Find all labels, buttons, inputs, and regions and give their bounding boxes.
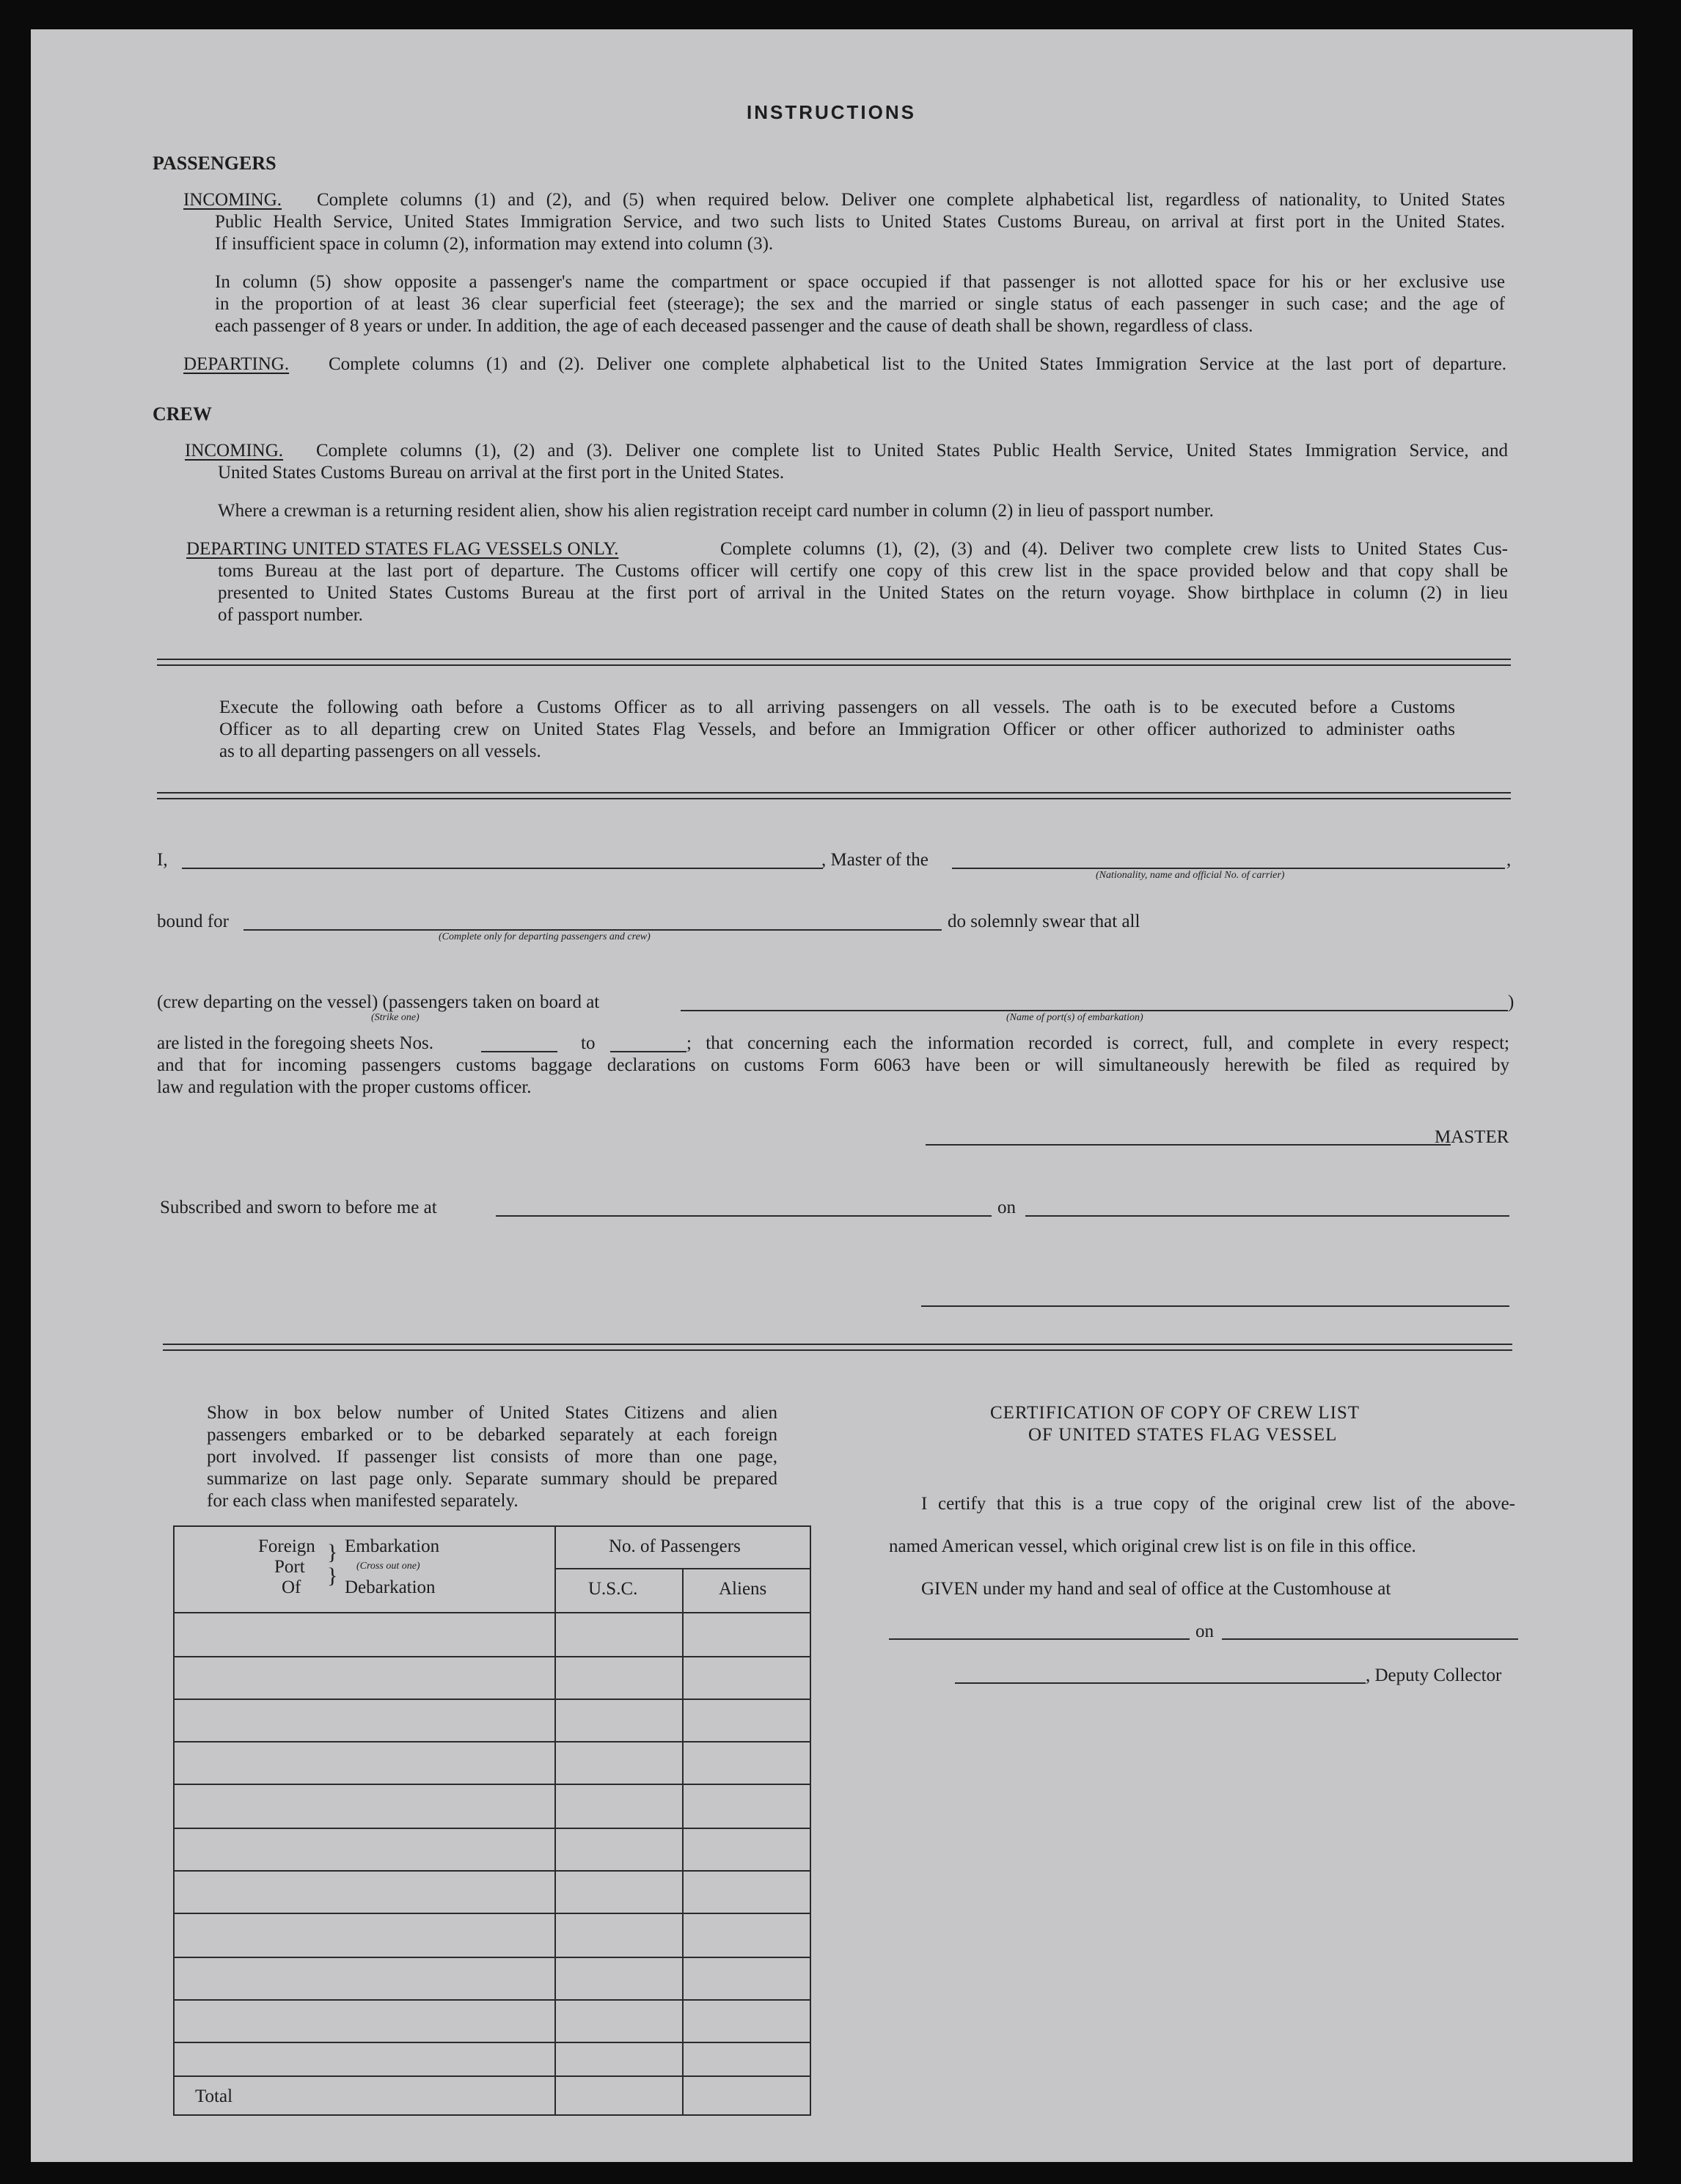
table-row-line [173, 1656, 811, 1657]
crew-departing-line4: of passport number. [218, 605, 363, 625]
certification-date-field[interactable] [1222, 1638, 1518, 1640]
table-of: Of [282, 1577, 301, 1597]
passengers-col5-line2: in the proportion of at least 36 clear superficial feet (steerage); the sex and the married or single status of each passenger in such case; and the age of [215, 294, 1505, 314]
strike-caption: (Strike one) [371, 1012, 420, 1023]
brace-icon: } [327, 1540, 338, 1564]
passengers-incoming-line1: Complete columns (1) and (2), and (5) when required below. Deliver one complete alphabetical list, regardless of nationality, to United States [317, 190, 1505, 210]
table-header-divider [554, 1568, 811, 1569]
crew-incoming-line1: Complete columns (1), (2) and (3). Deliver one complete list to United States Public Health Service, United States Immigration Service, and [316, 441, 1508, 461]
summary-line5: for each class when manifested separately. [207, 1491, 519, 1511]
certification-title-1: CERTIFICATION OF COPY OF CREW LIST [990, 1403, 1360, 1423]
table-border-bottom [173, 2114, 811, 2116]
master-signature-field[interactable] [926, 1144, 1451, 1146]
summary-line3: port involved. If passenger list consists of more than one page, [207, 1447, 777, 1467]
table-row-line [173, 1957, 811, 1958]
table-row-line [173, 1913, 811, 1914]
divider-double [163, 1344, 1512, 1351]
table-no-passengers: No. of Passengers [609, 1536, 741, 1556]
crew-heading: CREW [153, 403, 212, 425]
table-debarkation: Debarkation [345, 1577, 436, 1597]
passengers-incoming-line2: Public Health Service, United States Immigration Service, and two such lists to United States Customs Bureau, on arrival at first port in the United States. [215, 212, 1505, 232]
table-border-right [810, 1525, 811, 2115]
bound-caption: (Complete only for departing passengers and crew) [439, 931, 651, 942]
summary-line1: Show in box below number of United States Citizens and alien [207, 1403, 777, 1423]
table-row-line [173, 1999, 811, 2001]
table-row-line [173, 1828, 811, 1829]
table-total: Total [195, 2086, 233, 2106]
crew-incoming-label: INCOMING. [185, 441, 284, 461]
subscribed-label: Subscribed and sworn to before me at [160, 1198, 437, 1217]
brace-icon: } [327, 1564, 338, 1588]
deputy-label: , Deputy Collector [1366, 1666, 1502, 1685]
passengers-col5-line1: In column (5) show opposite a passenger's name the compartment or space occupied if that passenger is not allotted space for his or her exclusive use [215, 272, 1505, 292]
master-of-label: , Master of the [821, 850, 929, 870]
oath-i-label: I, [157, 850, 168, 870]
table-col-divider [682, 1568, 684, 2115]
divider-double [157, 659, 1511, 666]
deputy-signature-field[interactable] [955, 1682, 1366, 1684]
crew-departing-line1: Complete columns (1), (2), (3) and (4). Deliver two complete crew lists to United States Cus- [720, 539, 1508, 559]
crew-departing-text: (crew departing on the vessel) (passengers taken on board at [157, 992, 600, 1012]
oath-comma: , [1506, 850, 1512, 870]
sworn-place-field[interactable] [496, 1215, 992, 1217]
summary-line4: summarize on last page only. Separate summary should be prepared [207, 1469, 777, 1489]
listed-text-b: ; that concerning each the information recorded is correct, full, and complete in every respect; [686, 1033, 1509, 1053]
divider-double [157, 792, 1511, 799]
table-row-line [173, 2042, 811, 2043]
table-row-line [173, 1741, 811, 1743]
crew-departing-line2: toms Bureau at the last port of departure. The Customs officer will certify one copy of this crew list in the space provided below and that copy shall be [218, 561, 1508, 581]
listed-text-a: are listed in the foregoing sheets Nos. [157, 1033, 433, 1053]
summary-line2: passengers embarked or to be debarked separately at each foreign [207, 1425, 777, 1445]
listed-line3: law and regulation with the proper customs officer. [157, 1077, 532, 1097]
customhouse-field[interactable] [889, 1638, 1190, 1640]
certification-title-2: OF UNITED STATES FLAG VESSEL [1028, 1425, 1338, 1445]
ports-field[interactable] [681, 1010, 1508, 1011]
table-embarkation: Embarkation [345, 1536, 440, 1556]
crew-resident-text: Where a crewman is a returning resident alien, show his alien registration receipt card number in column (2) in lieu of passport number. [218, 501, 1214, 521]
listed-line2: and that for incoming passengers customs baggage declarations on customs Form 6063 have been or will simultaneously herewith be filed as required by [157, 1055, 1509, 1075]
sworn-date-field[interactable] [1025, 1215, 1509, 1217]
passengers-heading: PASSENGERS [153, 153, 276, 174]
table-row-line [173, 1699, 811, 1700]
given-text: GIVEN under my hand and seal of office at the Customhouse at [921, 1579, 1391, 1599]
table-usc: U.S.C. [588, 1579, 638, 1599]
sheet-from-field[interactable] [481, 1051, 557, 1052]
oath-intro-line3: as to all departing passengers on all vessels. [219, 741, 541, 761]
table-row-line [173, 1612, 811, 1613]
table-row-line [173, 2075, 811, 2077]
crew-departing-line3: presented to United States Customs Bureau at the first port of arrival in the United States on the return voyage. Show birthplace in column (2) in lieu [218, 583, 1508, 603]
table-border-top [173, 1525, 811, 1527]
table-border-left [173, 1525, 175, 2115]
table-cross-out: (Cross out one) [356, 1561, 420, 1572]
master-name-field[interactable] [182, 868, 823, 869]
table-port: Port [274, 1557, 305, 1577]
crew-incoming-line2: United States Customs Bureau on arrival at the first port in the United States. [218, 463, 785, 483]
swear-label: do solemnly swear that all [948, 912, 1140, 931]
certify-line1: I certify that this is a true copy of the original crew list of the above- [921, 1494, 1515, 1514]
bound-for-label: bound for [157, 912, 229, 931]
passengers-incoming-line3: If insufficient space in column (2), information may extend into column (3). [215, 234, 774, 254]
carrier-caption: (Nationality, name and official No. of carrier) [1096, 870, 1285, 881]
bound-for-field[interactable] [243, 929, 942, 931]
master-label: MASTER [1435, 1127, 1509, 1147]
table-row-line [173, 1870, 811, 1872]
oath-intro-line1: Execute the following oath before a Customs Officer as to all arriving passengers on all vessels. The oath is to be executed before a Customs [219, 697, 1455, 717]
passengers-departing-text: Complete columns (1) and (2). Deliver one complete alphabetical list to the United States Immigration Service at the last port of departure. [329, 354, 1506, 374]
crew-departing-label: DEPARTING UNITED STATES FLAG VESSELS ONLY. [186, 539, 619, 559]
sheet-to-field[interactable] [610, 1051, 686, 1052]
passengers-departing-label: DEPARTING. [183, 354, 290, 374]
sworn-on-label: on [997, 1198, 1016, 1217]
table-col-divider [554, 1525, 556, 2115]
table-foreign: Foreign [258, 1536, 315, 1556]
certify-line2: named American vessel, which original crew list is on file in this office. [889, 1536, 1416, 1556]
certification-on-label: on [1195, 1621, 1214, 1641]
carrier-field[interactable] [952, 868, 1505, 869]
passengers-incoming-label: INCOMING. [183, 190, 282, 210]
oath-intro-line2: Officer as to all departing crew on United States Flag Vessels, and before an Immigration Officer or other officer authorized to administer oaths [219, 719, 1455, 739]
table-aliens: Aliens [719, 1579, 767, 1599]
page-title: INSTRUCTIONS [747, 101, 916, 123]
listed-to: to [581, 1033, 596, 1053]
table-row-line [173, 1784, 811, 1785]
ports-caption: (Name of port(s) of embarkation) [1006, 1012, 1143, 1023]
officer-signature-field[interactable] [921, 1305, 1509, 1307]
passengers-col5-line3: each passenger of 8 years or under. In addition, the age of each deceased passenger and the cause of death shall be shown, regardless of class. [215, 316, 1253, 336]
form-sheet [31, 29, 1633, 2162]
close-paren: ) [1508, 992, 1515, 1012]
